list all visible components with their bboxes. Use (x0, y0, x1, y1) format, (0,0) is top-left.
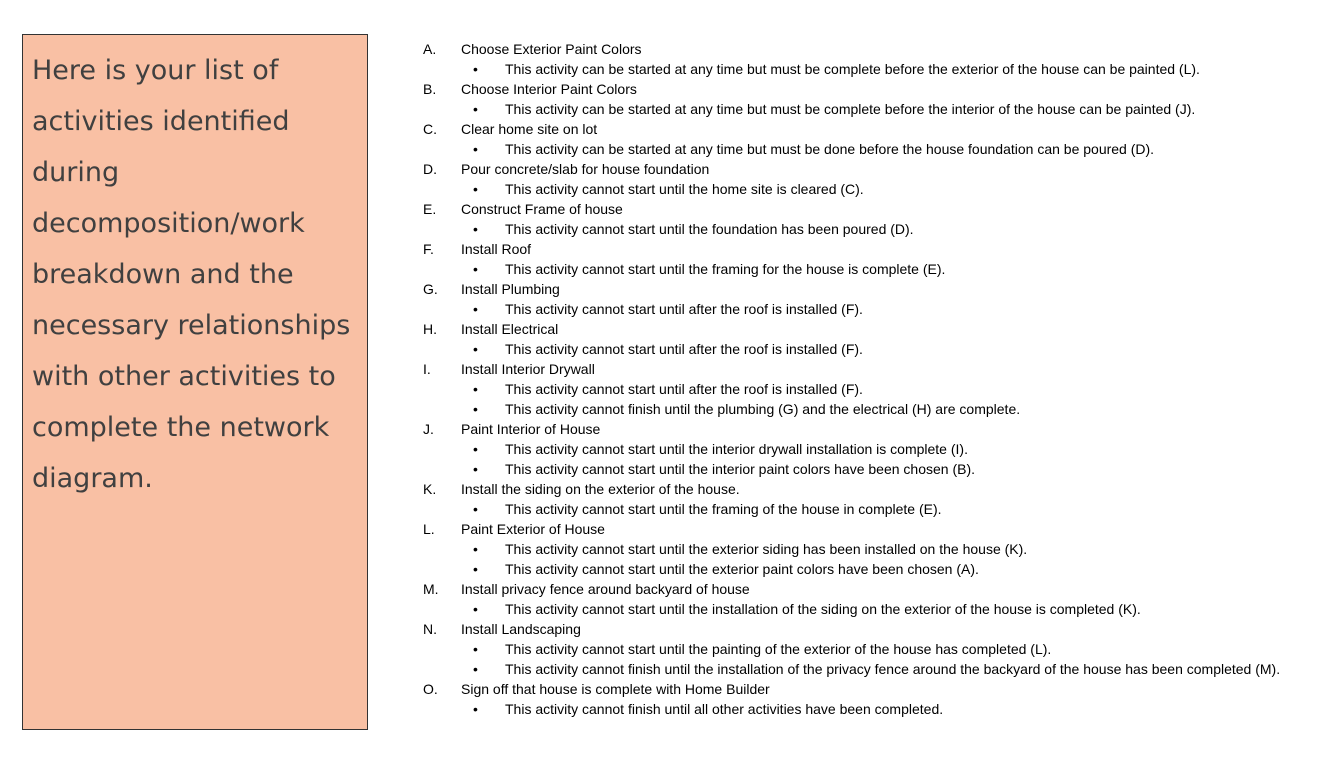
activity-note-text: This activity can be started at any time but must be done before the house foundation can be poured (D). (505, 141, 1155, 157)
bullet-icon: • (473, 61, 478, 77)
activity-title: Choose Exterior Paint Colors (461, 41, 642, 57)
activity-letter: J. (423, 421, 434, 437)
activity-item (423, 619, 1333, 679)
activity-note-text: This activity cannot start until the interior paint colors have been chosen (B). (505, 461, 976, 477)
activity-header (423, 359, 1333, 379)
activity-note (423, 639, 1333, 659)
activity-title: Paint Interior of House (461, 421, 601, 437)
intro-callout-box (22, 34, 368, 730)
activity-item (423, 359, 1333, 419)
bullet-icon: • (473, 541, 478, 557)
activity-header (423, 619, 1333, 639)
activity-header (423, 519, 1333, 539)
activity-note-text: This activity cannot start until the foundation has been poured (D). (505, 221, 914, 237)
activity-item (423, 119, 1333, 159)
activity-header (423, 419, 1333, 439)
activity-letter: K. (423, 481, 437, 497)
activity-letter: L. (423, 521, 435, 537)
activity-note (423, 699, 1333, 719)
bullet-icon: • (473, 261, 478, 277)
bullet-icon: • (473, 501, 478, 517)
activity-letter: C. (423, 121, 437, 137)
bullet-icon: • (473, 561, 478, 577)
activity-item (423, 79, 1333, 119)
activity-letter: G. (423, 281, 438, 297)
activity-title: Sign off that house is complete with Home Builder (461, 681, 770, 697)
activity-title: Paint Exterior of House (461, 521, 605, 537)
activity-note (423, 439, 1333, 459)
activity-note (423, 599, 1333, 619)
activity-header (423, 79, 1333, 99)
activity-list (423, 39, 1333, 719)
activity-title: Pour concrete/slab for house foundation (461, 161, 710, 177)
bullet-icon: • (473, 181, 478, 197)
activity-header (423, 159, 1333, 179)
activity-note-text: This activity cannot start until after the roof is installed (F). (505, 381, 863, 397)
activity-header (423, 119, 1333, 139)
activity-header (423, 279, 1333, 299)
activity-note (423, 539, 1333, 559)
activity-letter: F. (423, 241, 434, 257)
activity-note (423, 259, 1333, 279)
activity-item (423, 679, 1333, 719)
bullet-icon: • (473, 461, 478, 477)
activity-title: Install Landscaping (461, 621, 581, 637)
bullet-icon: • (473, 221, 478, 237)
activity-letter: I. (423, 361, 431, 377)
intro-text: Here is your list of activities identified during decomposition/work breakdown and the necessary relationships with other activities to complete the network diagram. (32, 55, 351, 494)
bullet-icon: • (473, 441, 478, 457)
activity-title: Construct Frame of house (461, 201, 623, 217)
activity-item (423, 199, 1333, 239)
activity-item (423, 279, 1333, 319)
activity-note-text: This activity cannot finish until the plumbing (G) and the electrical (H) are complete. (505, 401, 1021, 417)
activity-note-text: This activity cannot start until the framing of the house in complete (E). (505, 501, 942, 517)
bullet-icon: • (473, 601, 478, 617)
activity-note-text: This activity cannot start until the painting of the exterior of the house has completed (L). (505, 641, 1052, 657)
activity-item (423, 519, 1333, 579)
bullet-icon: • (473, 401, 478, 417)
activity-note-text: This activity cannot finish until the installation of the privacy fence around the backyard of the house has been completed (M). (505, 661, 1281, 677)
activity-note (423, 179, 1333, 199)
bullet-icon: • (473, 661, 478, 677)
activity-title: Install Roof (461, 241, 532, 257)
bullet-icon: • (473, 641, 478, 657)
activity-title: Choose Interior Paint Colors (461, 81, 637, 97)
bullet-icon: • (473, 341, 478, 357)
activity-note (423, 339, 1333, 359)
activity-note (423, 379, 1333, 399)
activity-item (423, 159, 1333, 199)
activity-title: Install Electrical (461, 321, 559, 337)
activity-letter: H. (423, 321, 437, 337)
bullet-icon: • (473, 101, 478, 117)
activity-note-text: This activity cannot start until the home site is cleared (C). (505, 181, 864, 197)
activity-note (423, 659, 1333, 679)
activity-header (423, 319, 1333, 339)
activity-letter: E. (423, 201, 437, 217)
activity-note (423, 559, 1333, 579)
activity-note (423, 399, 1333, 419)
activity-item (423, 39, 1333, 79)
activity-note-text: This activity cannot start until the exterior paint colors have been chosen (A). (505, 561, 979, 577)
bullet-icon: • (473, 141, 478, 157)
activity-note (423, 139, 1333, 159)
activity-note (423, 59, 1333, 79)
bullet-icon: • (473, 701, 478, 717)
activity-header (423, 199, 1333, 219)
activity-note (423, 459, 1333, 479)
activity-item (423, 479, 1333, 519)
activity-header (423, 579, 1333, 599)
activity-header (423, 39, 1333, 59)
activity-title: Clear home site on lot (461, 121, 598, 137)
activity-note (423, 99, 1333, 119)
activity-note-text: This activity cannot start until after the roof is installed (F). (505, 341, 863, 357)
activity-letter: O. (423, 681, 438, 697)
bullet-icon: • (473, 381, 478, 397)
activity-item (423, 239, 1333, 279)
activity-item (423, 319, 1333, 359)
activity-note (423, 299, 1333, 319)
activity-note (423, 219, 1333, 239)
activity-letter: D. (423, 161, 437, 177)
activity-letter: N. (423, 621, 437, 637)
activity-note-text: This activity cannot start until the installation of the siding on the exterior of the house is completed (K). (505, 601, 1141, 617)
activity-letter: B. (423, 81, 437, 97)
activity-item (423, 579, 1333, 619)
activity-title: Install the siding on the exterior of the house. (461, 481, 740, 497)
activity-header (423, 679, 1333, 699)
activity-title: Install Interior Drywall (461, 361, 595, 377)
activity-header (423, 239, 1333, 259)
activity-note (423, 499, 1333, 519)
activity-note-text: This activity cannot start until the interior drywall installation is complete (I). (505, 441, 968, 457)
activity-note-text: This activity can be started at any time but must be complete before the interior of the house can be painted (J). (505, 101, 1196, 117)
activity-letter: A. (423, 41, 437, 57)
bullet-icon: • (473, 301, 478, 317)
activity-title: Install privacy fence around backyard of house (461, 581, 750, 597)
activity-header (423, 479, 1333, 499)
activity-note-text: This activity cannot start until the framing for the house is complete (E). (505, 261, 946, 277)
activity-note-text: This activity cannot finish until all other activities have been completed. (505, 701, 944, 717)
activity-note-text: This activity can be started at any time but must be complete before the exterior of the house can be painted (L). (505, 61, 1200, 77)
activity-title: Install Plumbing (461, 281, 560, 297)
activity-letter: M. (423, 581, 439, 597)
activity-note-text: This activity cannot start until the exterior siding has been installed on the house (K). (505, 541, 1028, 557)
activity-item (423, 419, 1333, 479)
activity-note-text: This activity cannot start until after the roof is installed (F). (505, 301, 863, 317)
